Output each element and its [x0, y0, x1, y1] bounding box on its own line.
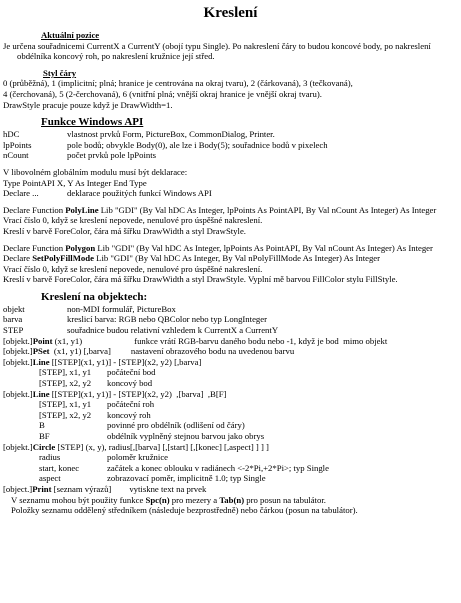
return-note-1: Vrací číslo 0, když se kreslení nepovede, nenulové pro úspěšné nakreslení. [3, 215, 263, 226]
page-title: Kreslení [203, 5, 258, 21]
line-param: [STEP], x1, y1 počáteční bod [39, 367, 156, 378]
circle-syntax: [objekt.] Circle [STEP] (x, y), radius[,[barva] [,[start] [,[konec] [,aspect] ] ] ] [3, 441, 269, 452]
polyline-declaration: Declare Function PolyLine Lib "GDI" (By Val hDC As Integer, lpPoints As PointAPI, By Val nCount As Integer) As Integer [3, 204, 437, 215]
line-style-text-1: 0 (průběžná), 1 (implicitní; plná; hranice je centrována na okraj tvaru), 2 (čárkovaná), 3 (tečkovaná), [3, 78, 353, 89]
setpolyfillmode-declaration: Declare SetPolyFillMode Lib "GDI" (By Val hDC As Integer, By Val nPolyFillMode As Integer) As Integer [3, 253, 381, 264]
point-syntax: [objekt.]Point (x1, y1) funkce vrátí RGB-barvu daného bodu nebo -1, když je bod mimo objekt [3, 335, 388, 346]
heading-current-position: Aktuální pozice [41, 30, 100, 40]
definition-row: nCount počet prvků pole lpPoints [3, 150, 157, 161]
color-note-1: Kreslí v barvě ForeColor, čára má šířku DrawWidth a styl DrawStyle. [3, 225, 246, 236]
return-note-2: Vrací číslo 0, když se kreslení nepovede, nenulové pro úspěšné nakreslení. [3, 263, 263, 274]
definition-row: barva kreslicí barva: RGB nebo QBColor nebo typ LongInteger [3, 314, 268, 325]
current-position-text: Je určena souřadnicemi CurrentX a CurrentY (obojí typu Single). Po nakreslení čáry to budou koncové body, po nakreslení obdélníka koncový roh, po nakreslení kružnice její střed. [3, 40, 431, 62]
line-syntax: [objekt.] Line [[STEP](x1, y1)] - [STEP](x2, y2) [,barva] [3, 356, 202, 367]
declaration-intro: V libovolném globálním modulu musí být deklarace: [3, 166, 188, 177]
rectangle-param: [STEP], x1, y1 počáteční roh [39, 399, 155, 410]
definition-row: STEP souřadnice budou relativní vzhledem k CurrentX a CurrentY [3, 325, 279, 336]
rectangle-param: B povinné pro obdélník (odlišení od čáry) [39, 420, 245, 431]
line-style-text-3: DrawStyle pracuje pouze když je DrawWidth=1. [3, 99, 173, 110]
definition-row: hDC vlastnost prvků Form, PictureBox, CommonDialog, Printer. [3, 129, 275, 140]
print-note-2: Položky seznamu oddělený středníkem (následuje bezprostředně) nebo čárkou (posun na tabulátor). [11, 505, 358, 516]
heading-line-style: Styl čáry [43, 67, 77, 78]
pset-syntax: [objekt.]PSet (x1, y1) [,barva] nastavení obrazového bodu na uvedenou barvu [3, 346, 295, 357]
rectangle-param: BF obdélník vyplněný stejnou barvou jako obrys [39, 431, 265, 441]
circle-param: aspect zobrazovací poměr, implicitně 1.0; typ Single [39, 473, 266, 484]
type-declaration: Type PointAPI X, Y As Integer End Type [3, 177, 147, 188]
heading-drawing-on-objects: Kreslení na objektech: [41, 290, 148, 303]
line-param: [STEP], x2, y2 koncový bod [39, 378, 153, 389]
circle-param: start, konec začátek a konec oblouku v radiánech <-2*Pi,+2*Pi>; typ Single [39, 462, 329, 473]
line-style-text-2: 4 (čerchovaná), 5 (2-čerchovaná), 6 (vnitřní plná; vnější okraj hranice je vnější okraj tvaru). [3, 88, 322, 99]
color-note-2: Kreslí v barvě ForeColor, čára má šířku DrawWidth a styl DrawStyle. Vyplní mě barvou FillColor stylu FillStyle. [3, 274, 398, 285]
polygon-declaration: Declare Function Polygon Lib "GDI" (By Val hDC As Integer, lpPoints As PointAPI, By Val nCount As Integer) As Integer [3, 242, 433, 253]
print-note-1: V seznamu mohou být použity funkce Spc(n) pro mezery a Tab(n) pro posun na tabulátor. [11, 494, 326, 505]
declare-row: Declare ... deklarace použitých funkcí Windows API [3, 188, 212, 199]
rectangle-syntax: [objekt.] Line [[STEP](x1, y1)] - [STEP](x2, y2) ,[barva] ,B[F] [3, 388, 227, 399]
definition-row: lpPoints pole bodů; obvykle Body(0), ale lze i Body(5); souřadnice bodů v pixelech [3, 139, 328, 150]
print-syntax: [object.]Print [seznam výrazů] vytiskne text na prvek [3, 483, 207, 494]
heading-windows-api: Funkce Windows API [41, 116, 144, 129]
rectangle-param: [STEP], x2, y2 koncový roh [39, 409, 151, 420]
object-definitions [3, 304, 458, 336]
definition-row: objekt non-MDI formulář, PictureBox [3, 303, 176, 314]
circle-param: radius poloměr kružnice [39, 452, 169, 463]
api-definitions [3, 129, 458, 161]
